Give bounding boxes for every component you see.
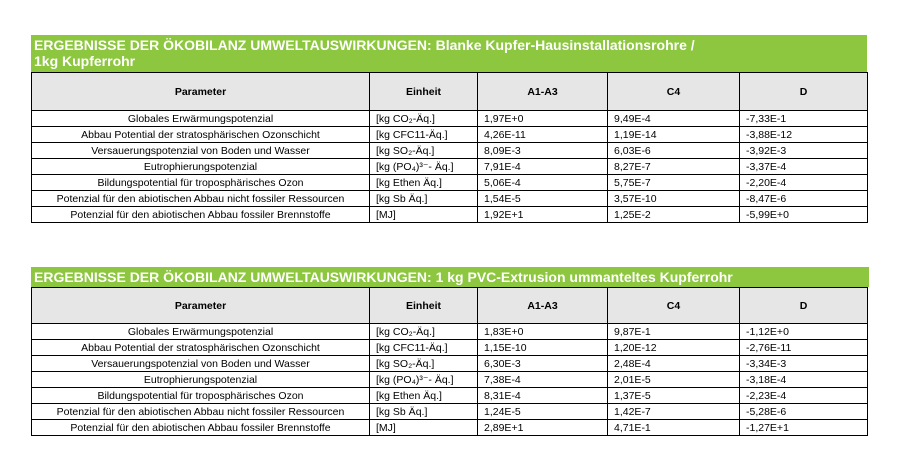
unit-cell: [kg Ethen Äq.] — [370, 388, 478, 404]
table-1-title-line1: ERGEBNISSE DER ÖKOBILANZ UMWELTAUSWIRKUNGEN: Blanke Kupfer-Hausinstallationsrohre / — [34, 37, 695, 53]
table-row — [32, 404, 868, 420]
header-a1a3: A1-A3 — [478, 73, 608, 111]
d-value-cell: -7,33E-1 — [740, 111, 868, 127]
d-value-cell: -3,34E-3 — [740, 356, 868, 372]
c4-value-cell: 2,01E-5 — [608, 372, 740, 388]
unit-cell: [kg CO₂-Äq.] — [370, 111, 478, 127]
a1a3-value-cell: 1,54E-5 — [478, 191, 608, 207]
c4-value-cell: 6,03E-6 — [608, 143, 740, 159]
table-2-title-line1: ERGEBNISSE DER ÖKOBILANZ UMWELTAUSWIRKUNGEN: 1 kg PVC-Extrusion ummanteltes Kupferrohr — [34, 269, 733, 285]
unit-cell: [kg (PO₄)³⁻- Äq.] — [370, 372, 478, 388]
unit-cell: [MJ] — [370, 207, 478, 223]
parameter-cell: Potenzial für den abiotischen Abbau nicht fossiler Ressourcen — [32, 404, 370, 420]
a1a3-value-cell: 4,26E-11 — [478, 127, 608, 143]
d-value-cell: -3,18E-4 — [740, 372, 868, 388]
table-row — [32, 388, 868, 404]
parameter-cell: Abbau Potential der stratosphärischen Ozonschicht — [32, 127, 370, 143]
parameter-cell: Globales Erwärmungspotenzial — [32, 111, 370, 127]
header-parameter: Parameter — [32, 288, 370, 324]
table-1-title-line2: 1kg Kupferrohr — [34, 53, 136, 69]
table-2-header-row — [32, 288, 868, 324]
c4-value-cell: 8,27E-7 — [608, 159, 740, 175]
c4-value-cell: 9,49E-4 — [608, 111, 740, 127]
parameter-cell: Globales Erwärmungspotenzial — [32, 324, 370, 340]
d-value-cell: -2,23E-4 — [740, 388, 868, 404]
unit-cell: [kg Ethen Äq.] — [370, 175, 478, 191]
unit-cell: [MJ] — [370, 420, 478, 436]
a1a3-value-cell: 6,30E-3 — [478, 356, 608, 372]
d-value-cell: -3,92E-3 — [740, 143, 868, 159]
header-c4: C4 — [608, 73, 740, 111]
unit-cell: [kg SO₂-Äq.] — [370, 143, 478, 159]
a1a3-value-cell: 7,91E-4 — [478, 159, 608, 175]
c4-value-cell: 2,48E-4 — [608, 356, 740, 372]
table-row — [32, 324, 868, 340]
parameter-cell: Abbau Potential der stratosphärischen Ozonschicht — [32, 340, 370, 356]
unit-cell: [kg CFC11-Äq.] — [370, 127, 478, 143]
a1a3-value-cell: 7,38E-4 — [478, 372, 608, 388]
table-row — [32, 372, 868, 388]
unit-cell: [kg SO₂-Äq.] — [370, 356, 478, 372]
d-value-cell: -5,99E+0 — [740, 207, 868, 223]
a1a3-value-cell: 5,06E-4 — [478, 175, 608, 191]
parameter-cell: Potenzial für den abiotischen Abbau nicht fossiler Ressourcen — [32, 191, 370, 207]
header-d: D — [740, 288, 868, 324]
parameter-cell: Eutrophierungspotenzial — [32, 159, 370, 175]
d-value-cell: -2,20E-4 — [740, 175, 868, 191]
parameter-cell: Potenzial für den abiotischen Abbau fossiler Brennstoffe — [32, 420, 370, 436]
header-unit: Einheit — [370, 73, 478, 111]
header-parameter: Parameter — [32, 73, 370, 111]
header-a1a3: A1-A3 — [478, 288, 608, 324]
header-d: D — [740, 73, 868, 111]
c4-value-cell: 1,19E-14 — [608, 127, 740, 143]
c4-value-cell: 1,37E-5 — [608, 388, 740, 404]
a1a3-value-cell: 1,24E-5 — [478, 404, 608, 420]
d-value-cell: -5,28E-6 — [740, 404, 868, 420]
c4-value-cell: 4,71E-1 — [608, 420, 740, 436]
a1a3-value-cell: 8,09E-3 — [478, 143, 608, 159]
parameter-cell: Bildungspotential für troposphärisches Ozon — [32, 388, 370, 404]
parameter-cell: Versauerungspotenzial von Boden und Wasser — [32, 143, 370, 159]
a1a3-value-cell: 1,97E+0 — [478, 111, 608, 127]
c4-value-cell: 3,57E-10 — [608, 191, 740, 207]
unit-cell: [kg (PO₄)³⁻- Äq.] — [370, 159, 478, 175]
d-value-cell: -3,37E-4 — [740, 159, 868, 175]
d-value-cell: -1,27E+1 — [740, 420, 868, 436]
c4-value-cell: 9,87E-1 — [608, 324, 740, 340]
d-value-cell: -2,76E-11 — [740, 340, 868, 356]
table-row — [32, 356, 868, 372]
d-value-cell: -8,47E-6 — [740, 191, 868, 207]
table-row — [32, 420, 868, 436]
a1a3-value-cell: 1,15E-10 — [478, 340, 608, 356]
unit-cell: [kg CO₂-Äq.] — [370, 324, 478, 340]
parameter-cell: Potenzial für den abiotischen Abbau fossiler Brennstoffe — [32, 207, 370, 223]
header-c4: C4 — [608, 288, 740, 324]
a1a3-value-cell: 8,31E-4 — [478, 388, 608, 404]
a1a3-value-cell: 2,89E+1 — [478, 420, 608, 436]
c4-value-cell: 5,75E-7 — [608, 175, 740, 191]
table-2-title — [31, 267, 869, 287]
table-2-grid — [31, 287, 868, 436]
a1a3-value-cell: 1,92E+1 — [478, 207, 608, 223]
unit-cell: [kg Sb Äq.] — [370, 404, 478, 420]
unit-cell: [kg Sb Äq.] — [370, 191, 478, 207]
header-unit: Einheit — [370, 288, 478, 324]
c4-value-cell: 1,25E-2 — [608, 207, 740, 223]
a1a3-value-cell: 1,83E+0 — [478, 324, 608, 340]
d-value-cell: -3,88E-12 — [740, 127, 868, 143]
d-value-cell: -1,12E+0 — [740, 324, 868, 340]
parameter-cell: Eutrophierungspotenzial — [32, 372, 370, 388]
parameter-cell: Versauerungspotenzial von Boden und Wasser — [32, 356, 370, 372]
parameter-cell: Bildungspotential für troposphärisches Ozon — [32, 175, 370, 191]
c4-value-cell: 1,20E-12 — [608, 340, 740, 356]
unit-cell: [kg CFC11-Äq.] — [370, 340, 478, 356]
c4-value-cell: 1,42E-7 — [608, 404, 740, 420]
table-row — [32, 340, 868, 356]
